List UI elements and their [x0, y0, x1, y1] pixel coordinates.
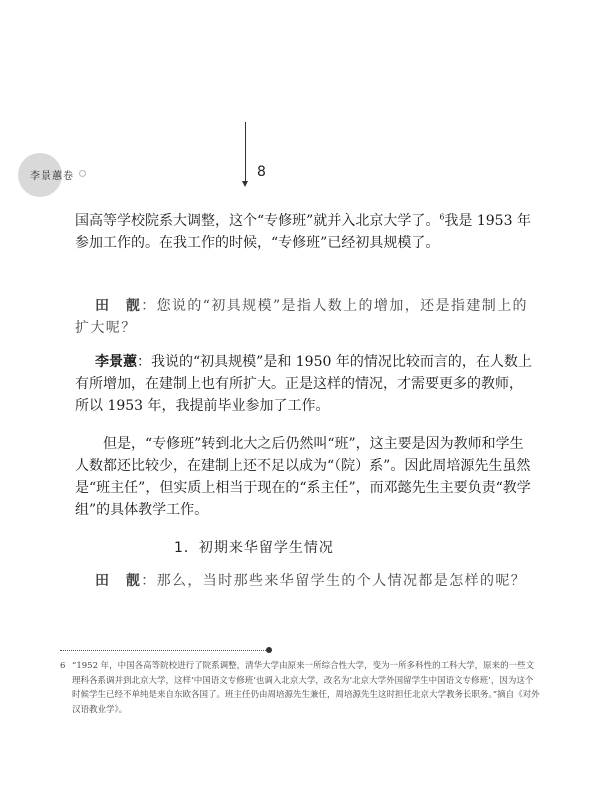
paragraph-4-text: 但是，“专修班”转到北大之后仍然叫“班”，这主要是因为教师和学生人数都还比较少，在建制上还不足以成为“（院）系”。因此周培源先生虽然是“班主任”，但实质上相当于现在的“系主任”，而邓懿先生主要负责“教学组”的具体教学工作。	[75, 436, 531, 518]
footnote	[60, 659, 540, 717]
speaker-tian-liang: 田 靓	[95, 298, 142, 314]
speaker-li-jinghui: 李景蕙	[95, 354, 137, 370]
paragraph-3-text: ：我说的“初具规模”是和 1950 年的情况比较而言的，在人数上有所增加，在建制上也有所扩大。正是这样的情况，才需要更多的教师，所以 1953 年，我提前毕业参加了工作。	[75, 354, 532, 414]
running-head-book-title: 李景蕙卷	[30, 171, 74, 182]
paragraph-3	[75, 351, 535, 417]
footnote-rule	[60, 650, 268, 651]
footnote-number: 6	[60, 661, 66, 671]
paragraph-4	[75, 433, 535, 521]
speaker-tian-liang-2: 田 靓	[95, 573, 142, 589]
header-arrow-icon	[242, 181, 248, 187]
paragraph-1-tail: 我是 1953 年参加工作的。在我工作的时候，“专修班”已经初具规模了。	[75, 213, 531, 251]
footnote-rule-dot-icon	[266, 647, 272, 653]
page-number: 8	[257, 164, 266, 180]
section-heading: 1．初期来华留学生情况	[174, 540, 334, 556]
footnote-ref[interactable]: 6	[439, 212, 445, 222]
question-text: ：那么，当时那些来华留学生的个人情况都是怎样的呢？	[141, 573, 527, 589]
paragraph-1	[75, 210, 535, 254]
footnote-text: “1952 年，中国各高等院校进行了院系调整，清华大学由原来一所综合性大学，变为一所多科性的工科大学，原来的一些文理科各系调并到北京大学，这样‘中国语文专修班’也调入北京大学，改名为‘北京大学外国留学生中国语文专修班’，因为这个时候学生已经不单纯是来自东欧各国了。班主任仍由周培源先生兼任，周培源先生这时担任北京大学教务长职务。”摘自《对外汉语教业学》。	[72, 661, 540, 715]
paragraph-2	[75, 295, 535, 339]
header-vertical-line	[245, 122, 246, 184]
paragraph-1-text: 国高等学校院系大调整，这个“专修班”就并入北京大学了。	[75, 213, 440, 229]
paragraph-2-text: ：您说的“初具规模”是指人数上的增加，还是指建制上的扩大呢？	[75, 298, 528, 336]
question-paragraph	[75, 570, 535, 592]
running-head-dot-icon	[79, 170, 86, 177]
